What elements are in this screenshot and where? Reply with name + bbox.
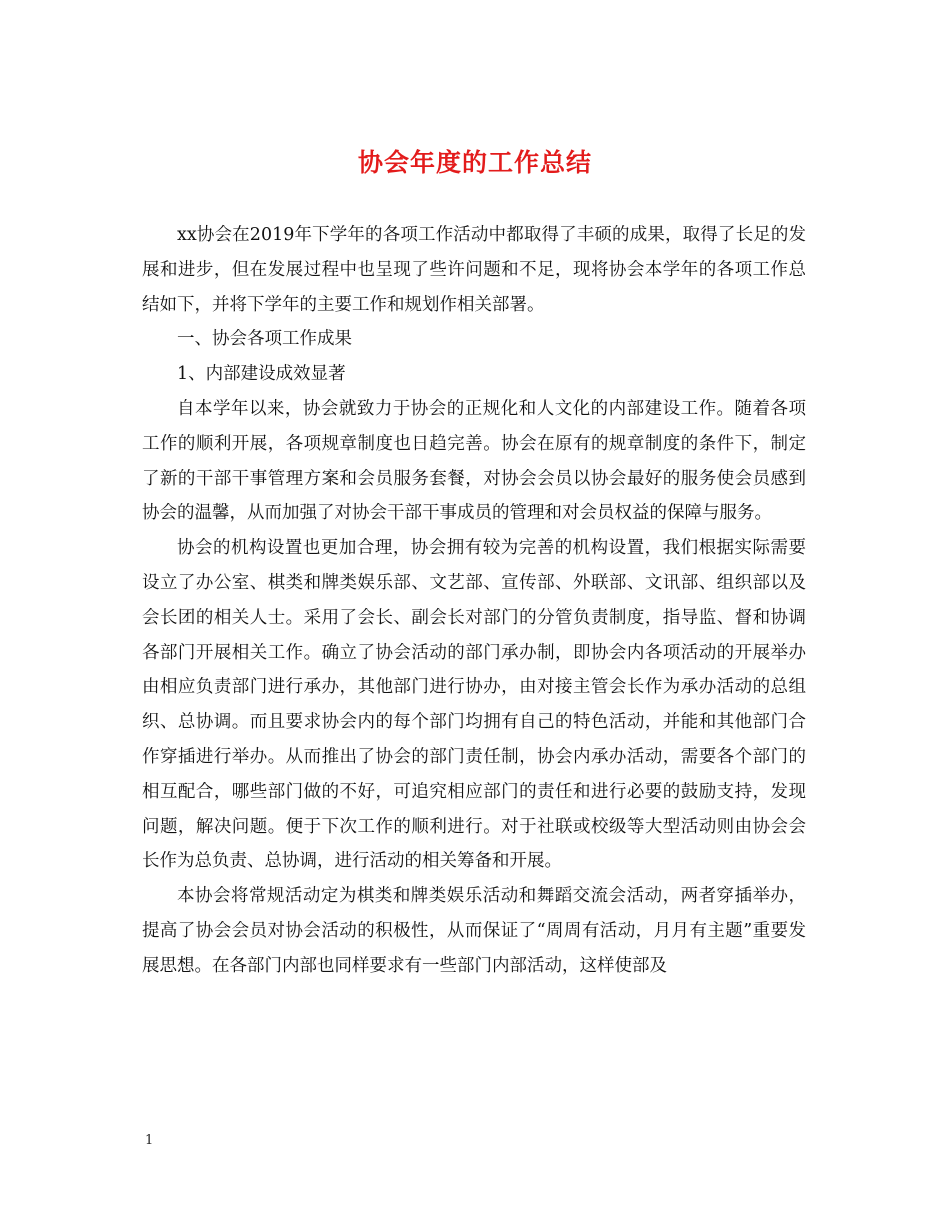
paragraph-regular-activities: 本协会将常规活动定为棋类和牌类娱乐活动和舞蹈交流会活动，两者穿插举办，提高了协会会员对协会活动的积极性，从而保证了“周周有活动，月月有主题”重要发展思想。在各部门内部也同样要求有一些部门内部活动，这样使部及 xyxy=(142,886,806,976)
paragraph-internal-construction: 自本学年以来，协会就致力于协会的正规化和人文化的内部建设工作。随着各项工作的顺利开展，各项规章制度也日趋完善。协会在原有的规章制度的条件下，制定了新的干部干事管理方案和会员服务套餐，对协会会员以协会最好的服务使会员感到协会的温馨，从而加强了对协会干部干事成员的管理和对会员权益的保障与服务。 xyxy=(142,398,806,524)
paragraph-intro: xx协会在2019年下学年的各项工作活动中都取得了丰硕的成果，取得了长足的发展和进步，但在发展过程中也呈现了些许问题和不足，现将协会本学年的各项工作总结如下，并将下学年的主要工作和规划作相关部署。 xyxy=(142,225,806,315)
document-title: 协会年度的工作总结 xyxy=(357,148,592,177)
document-body xyxy=(142,218,806,984)
section-heading: 一、协会各项工作成果 xyxy=(177,329,352,350)
paragraph-organization-structure: 协会的机构设置也更加合理，协会拥有较为完善的机构设置，我们根据实际需要设立了办公室、棋类和牌类娱乐部、文艺部、宣传部、外联部、文讯部、组织部以及会长团的相关人士。采用了会长、副会长对部门的分管负责制度，指导监、督和协调各部门开展相关工作。确立了协会活动的部门承办制，即协会内各项活动的开展举办由相应负责部门进行承办，其他部门进行协办，由对接主管会长作为承办活动的总组织、总协调。而且要求协会内的每个部门均拥有自己的特色活动，并能和其他部门合作穿插进行举办。从而推出了协会的部门责任制，协会内承办活动，需要各个部门的相互配合，哪些部门做的不好，可追究相应部门的责任和进行必要的鼓励支持，发现问题，解决问题。便于下次工作的顺利进行。对于社联或校级等大型活动则由协会会长作为总负责、总协调，进行活动的相关筹备和开展。 xyxy=(142,538,806,872)
page-number: 1 xyxy=(145,1133,154,1148)
subsection-heading: 1、内部建设成效显著 xyxy=(177,364,346,385)
